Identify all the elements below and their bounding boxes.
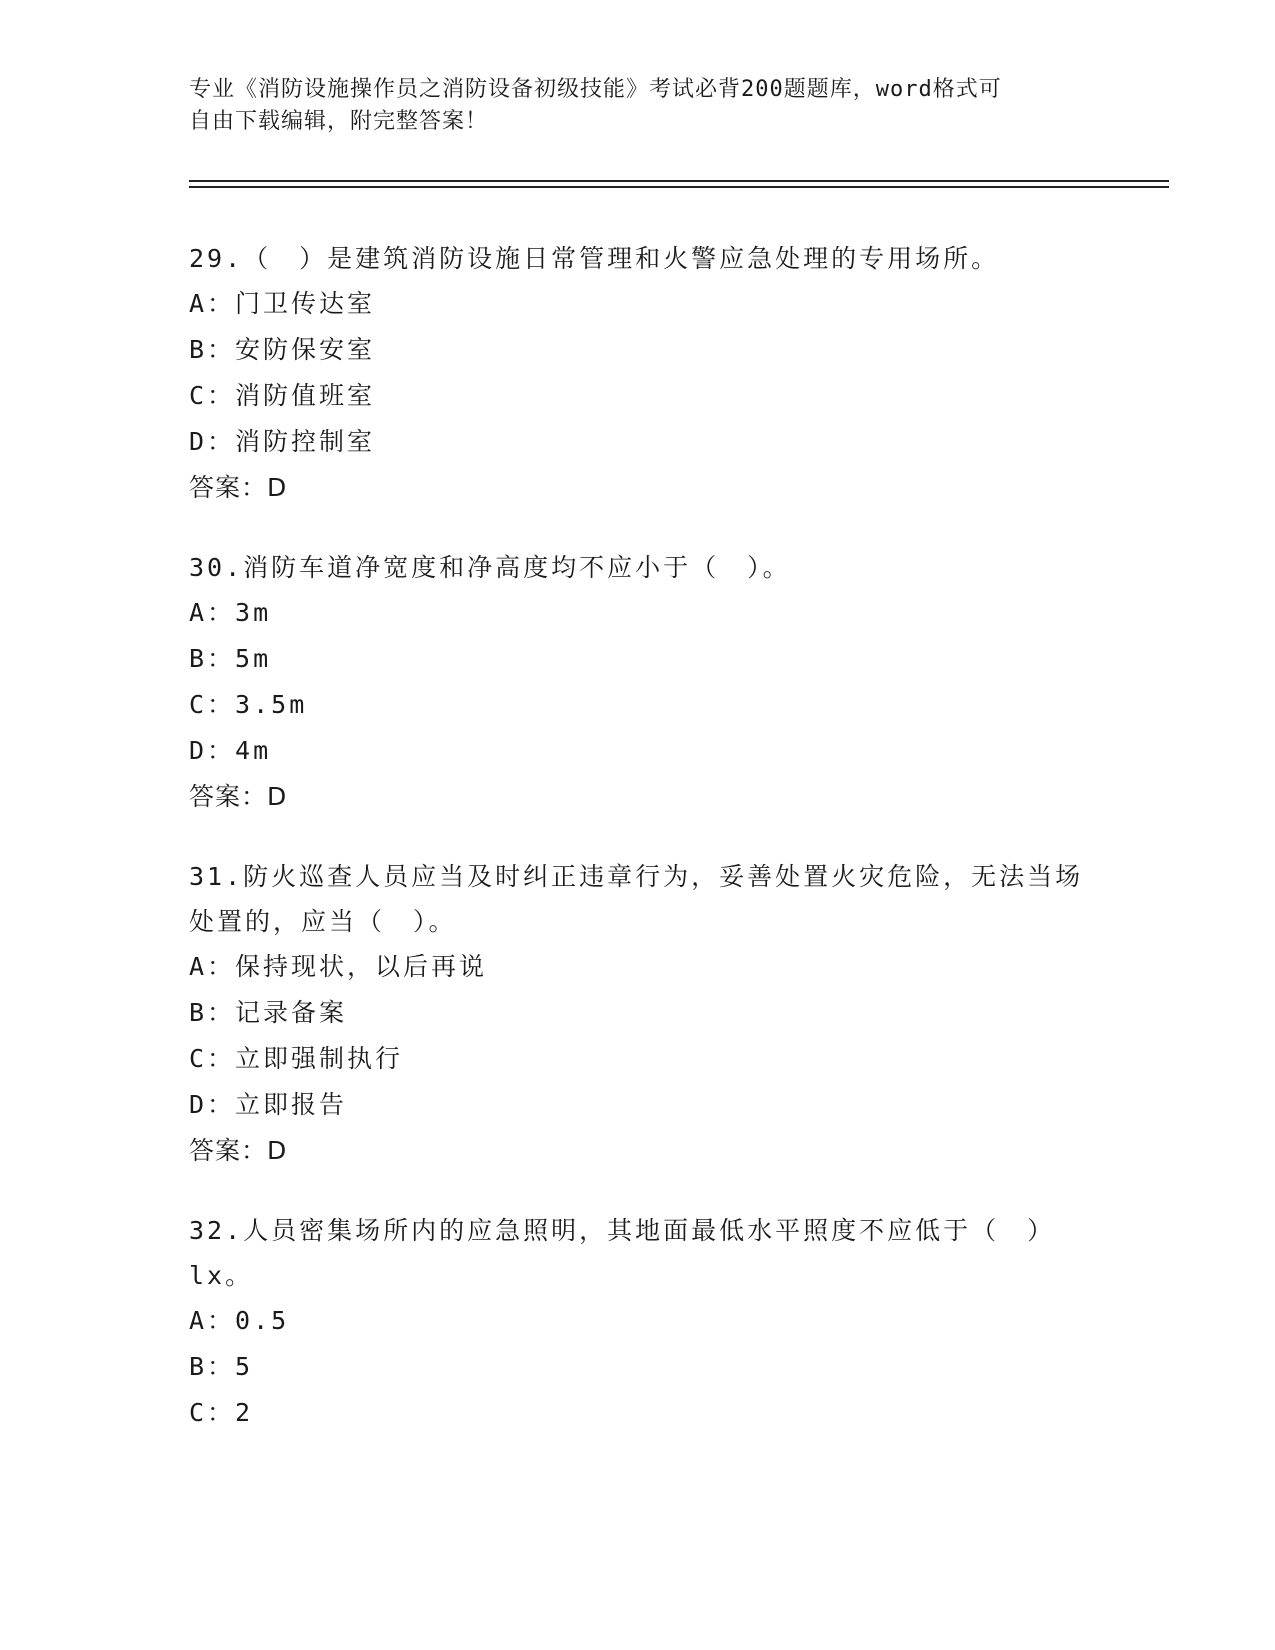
question-29 — [189, 236, 1089, 511]
question-stem: 30.消防车道净宽度和净高度均不应小于（ ）。 — [189, 553, 791, 582]
question-stem: 31.防火巡查人员应当及时纠正违章行为，妥善处置火灾危险，无法当场处置的，应当（ ）。 — [189, 862, 1084, 936]
question-stem: 32.人员密集场所内的应急照明，其地面最低水平照度不应低于（ ）lx。 — [189, 1216, 1056, 1290]
question-stem: 29.（ ）是建筑消防设施日常管理和火警应急处理的专用场所。 — [189, 244, 1000, 273]
header-rule-bottom — [189, 186, 1169, 188]
option-b: B：安防保安室 — [189, 335, 376, 364]
option-c: C：立即强制执行 — [189, 1044, 404, 1073]
option-c: C：3.5m — [189, 690, 308, 719]
option-a: A：保持现状，以后再说 — [189, 952, 488, 981]
question-32 — [189, 1208, 1089, 1436]
option-c: C：2 — [189, 1398, 254, 1427]
document-header — [189, 74, 1069, 138]
option-a: A：3m — [189, 598, 272, 627]
answer: 答案：D — [189, 473, 288, 502]
header-line-2: 自由下载编辑，附完整答案！ — [189, 109, 489, 134]
option-d: D：消防控制室 — [189, 427, 376, 456]
header-rule-top — [189, 180, 1169, 182]
answer: 答案：D — [189, 1136, 288, 1165]
option-a: A：0.5 — [189, 1306, 290, 1335]
option-b: B：记录备案 — [189, 998, 348, 1027]
header-line-1: 专业《消防设施操作员之消防设备初级技能》考试必背200题题库，word格式可 — [189, 77, 1002, 102]
question-list — [189, 236, 1089, 1470]
question-30 — [189, 545, 1089, 820]
option-a: A：门卫传达室 — [189, 289, 376, 318]
question-31 — [189, 854, 1089, 1174]
option-b: B：5 — [189, 1352, 254, 1381]
option-b: B：5m — [189, 644, 272, 673]
option-c: C：消防值班室 — [189, 381, 376, 410]
option-d: D：立即报告 — [189, 1090, 348, 1119]
option-d: D：4m — [189, 736, 272, 765]
answer: 答案：D — [189, 782, 288, 811]
